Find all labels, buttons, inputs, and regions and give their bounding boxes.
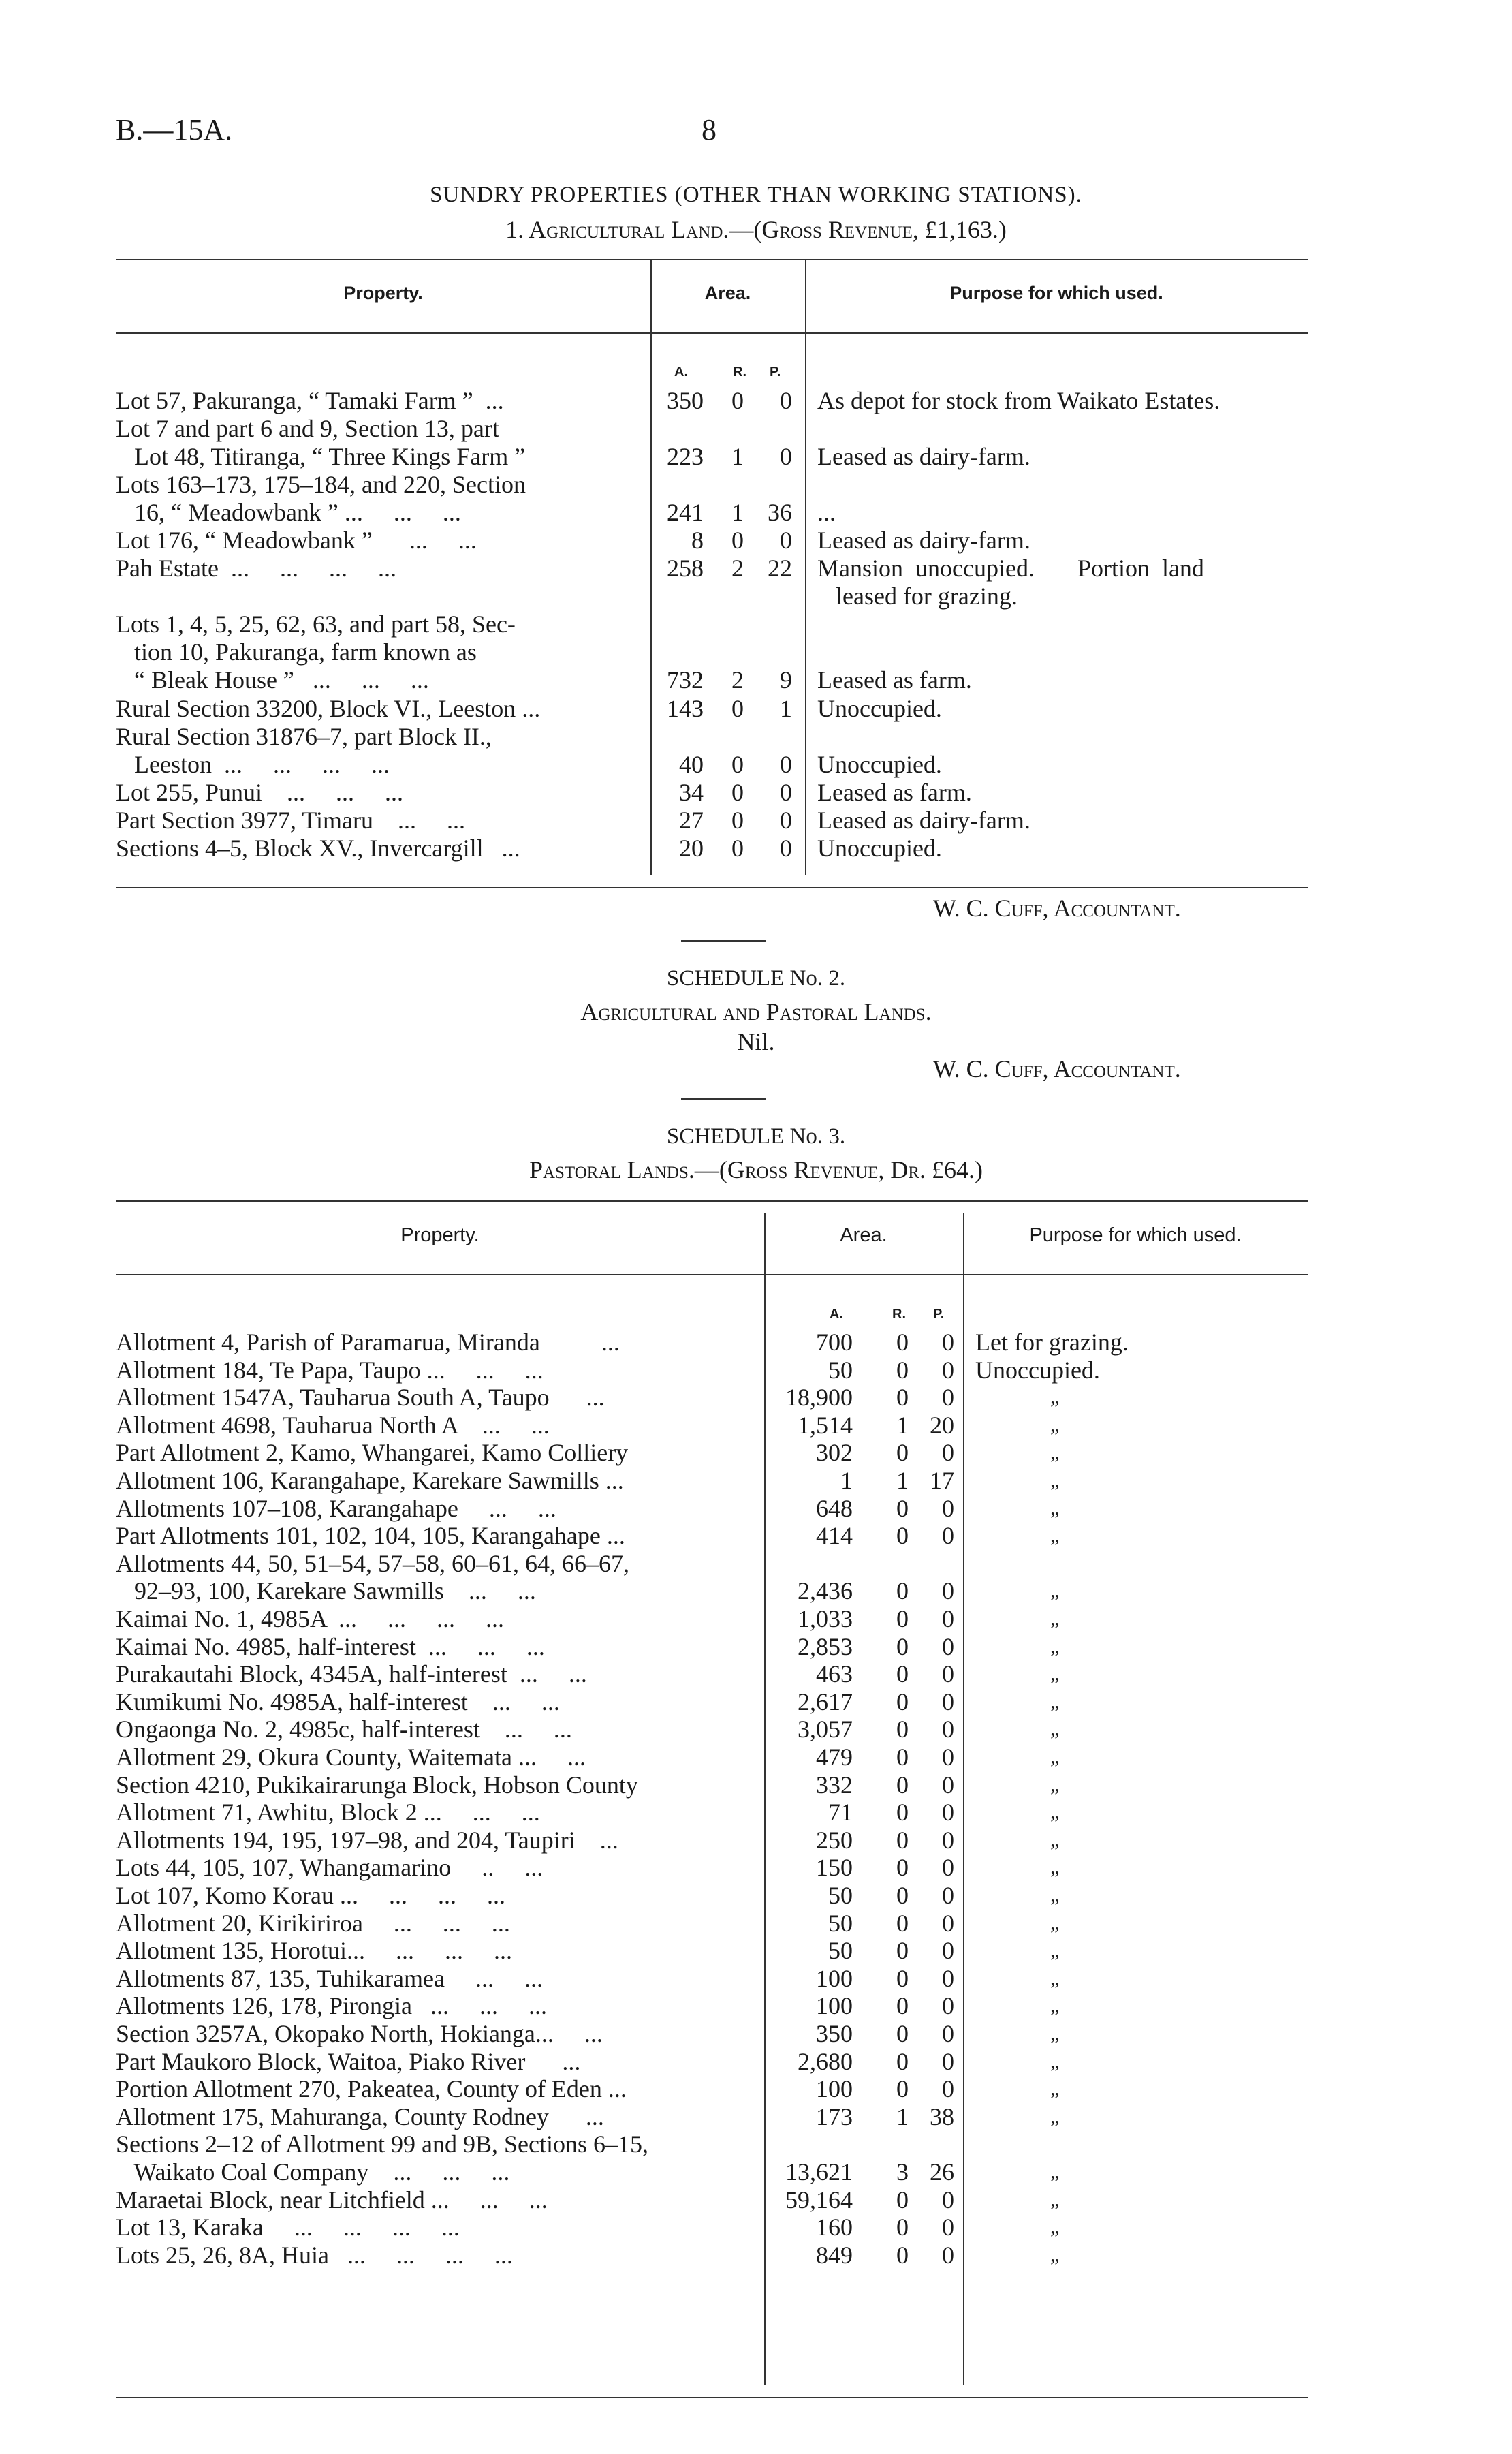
table3-area-acres: 50 <box>828 1937 853 1964</box>
table3-area-acres: 849 <box>816 2241 853 2269</box>
table3-property-line: Allotment 4698, Tauharua North A ... ... <box>116 1412 550 1439</box>
table1-area-acres: 34 <box>679 779 704 806</box>
table3-area-perches: 0 <box>942 2214 954 2241</box>
table3-property-line: Lots 44, 105, 107, Whangamarino .. ... <box>116 1854 544 1881</box>
table3-purpose: „ <box>1050 2105 1060 2128</box>
table3-property-line: Kaimai No. 4985, half-interest ... ... ... <box>116 1633 545 1660</box>
table1-purpose-line: leased for grazing. <box>817 583 1018 610</box>
schedule2-signature: W. C. Cuff, Accountant. <box>933 1055 1181 1083</box>
table3-property-line: Allotments 126, 178, Pirongia ... ... ... <box>116 1992 547 2019</box>
table3-area-perches: 20 <box>930 1412 954 1439</box>
table1-purpose-line: Mansion unoccupied. Portion land <box>817 555 1204 582</box>
table1-area-acres: 143 <box>667 695 704 722</box>
table3-area-roods: 0 <box>896 1356 909 1384</box>
table3-property-line: Allotments 44, 50, 51–54, 57–58, 60–61, 64, 66–67, <box>116 1550 629 1577</box>
table1-unit-perches: P. <box>770 364 781 379</box>
table3-purpose: „ <box>1050 2022 1060 2045</box>
table3-area-roods: 0 <box>896 1495 909 1522</box>
table1-area-perches: 0 <box>780 779 792 806</box>
table1-property-line: Sections 4–5, Block XV., Invercargill ... <box>116 835 520 862</box>
table3-property-line: Allotment 106, Karangahape, Karekare Sawmills ... <box>116 1467 624 1494</box>
table3-area-perches: 0 <box>942 1743 954 1771</box>
table3-area-perches: 0 <box>942 2075 954 2102</box>
table3-purpose: „ <box>1050 2216 1060 2238</box>
table3-purpose: „ <box>1050 1856 1060 1878</box>
table1-purpose-line: Leased as dairy-farm. <box>817 527 1030 554</box>
schedule2-value: Nil. <box>737 1028 775 1055</box>
table1-property-line: Lot 48, Titiranga, “ Three Kings Farm ” <box>116 443 526 470</box>
table1-purpose-line: Leased as dairy-farm. <box>817 443 1030 470</box>
table3-area-roods: 0 <box>896 1854 909 1881</box>
table3-area-acres: 100 <box>816 1965 853 1992</box>
table3-area-acres: 250 <box>816 1827 853 1854</box>
table1-area-perches: 1 <box>780 695 792 722</box>
table3-purpose: „ <box>1050 1579 1060 1602</box>
table3-property-line: Sections 2–12 of Allotment 99 and 9B, Sections 6–15, <box>116 2130 648 2158</box>
table3-area-perches: 0 <box>942 1633 954 1660</box>
table3-purpose: „ <box>1050 1718 1060 1740</box>
table3-col-area: Area. <box>840 1224 887 1246</box>
table3-area-roods: 0 <box>896 1799 909 1826</box>
table3-purpose: „ <box>1050 1912 1060 1934</box>
table3-purpose-divider <box>963 1213 964 2385</box>
table3-area-perches: 0 <box>942 1882 954 1909</box>
table3-area-roods: 1 <box>896 2103 909 2130</box>
table3-property-line: Lot 13, Karaka ... ... ... ... <box>116 2214 460 2241</box>
table1-area-roods: 2 <box>731 666 744 694</box>
table1-area-roods: 0 <box>731 527 744 554</box>
table1-area-perches: 9 <box>780 666 792 694</box>
table3-header-rule <box>116 1274 1308 1275</box>
table3-property-line: Allotment 29, Okura County, Waitemata ... ... <box>116 1743 586 1771</box>
table3-property-line: Ongaonga No. 2, 4985c, half-interest ... ... <box>116 1715 572 1743</box>
table3-area-acres: 414 <box>816 1522 853 1549</box>
table3-purpose: „ <box>1050 1745 1060 1768</box>
table3-property-line: Section 3257A, Okopako North, Hokianga... ... <box>116 2020 603 2047</box>
table1-unit-roods: R. <box>733 364 746 379</box>
table3-area-acres: 71 <box>828 1799 853 1826</box>
table3-area-acres: 479 <box>816 1743 853 1771</box>
table3-purpose: Let for grazing. <box>975 1329 1129 1356</box>
table1-property-line: Part Section 3977, Timaru ... ... <box>116 807 466 834</box>
table1-property-line: Lot 57, Pakuranga, “ Tamaki Farm ” ... <box>116 387 504 414</box>
table3-bottom-rule <box>116 2397 1308 2398</box>
schedule2-title: SCHEDULE No. 2. <box>666 966 846 991</box>
table3-property-line: Part Maukoro Block, Waitoa, Piako River ... <box>116 2048 581 2075</box>
table3-purpose: „ <box>1050 2050 1060 2072</box>
table3-area-perches: 0 <box>942 2048 954 2075</box>
table3-property-line: 92–93, 100, Karekare Sawmills ... ... <box>116 1577 536 1604</box>
table3-property-line: Allotment 1547A, Tauharua South A, Taupo ... <box>116 1384 605 1411</box>
table3-area-acres: 100 <box>816 2075 853 2102</box>
table3-area-acres: 160 <box>816 2214 853 2241</box>
table3-unit-acres: A. <box>830 1307 843 1322</box>
table3-area-perches: 17 <box>930 1467 954 1494</box>
table1-purpose-line: As depot for stock from Waikato Estates. <box>817 387 1220 414</box>
table3-area-perches: 0 <box>942 1715 954 1743</box>
table3-property-line: Part Allotments 101, 102, 104, 105, Karangahape ... <box>116 1522 625 1549</box>
table3-area-roods: 0 <box>896 2048 909 2075</box>
table3-area-roods: 3 <box>896 2158 909 2186</box>
table3-area-roods: 0 <box>896 1605 909 1632</box>
schedule3-title: SCHEDULE No. 3. <box>666 1124 846 1149</box>
table3-purpose: „ <box>1050 1994 1060 2017</box>
table1-area-acres: 258 <box>667 555 704 582</box>
table3-purpose: „ <box>1050 1607 1060 1630</box>
table3-col-purpose: Purpose for which used. <box>1029 1224 1242 1246</box>
table3-area-acres: 302 <box>816 1439 853 1466</box>
table1-property-line: Lot 7 and part 6 and 9, Section 13, part <box>116 415 499 442</box>
table1-property-line: 16, “ Meadowbank ” ... ... ... <box>116 499 461 526</box>
table1-area-acres: 241 <box>667 499 704 526</box>
table1-property-line: Leeston ... ... ... ... <box>116 751 390 778</box>
table3-purpose: „ <box>1050 1662 1060 1685</box>
table1-purpose-line: Unoccupied. <box>817 695 942 722</box>
table3-area-perches: 0 <box>942 1522 954 1549</box>
table3-area-perches: 0 <box>942 1439 954 1466</box>
table3-area-acres: 173 <box>816 2103 853 2130</box>
table1-purpose-line: ... <box>817 499 836 526</box>
table3-area-perches: 0 <box>942 2186 954 2214</box>
table3-area-roods: 0 <box>896 2241 909 2269</box>
table3-purpose: „ <box>1050 1939 1060 1961</box>
table1-area-roods: 2 <box>731 555 744 582</box>
table3-area-perches: 0 <box>942 1384 954 1411</box>
table1-area-acres: 350 <box>667 387 704 414</box>
table3-area-acres: 100 <box>816 1992 853 2019</box>
table1-area-acres: 223 <box>667 443 704 470</box>
table3-property-line: Allotments 107–108, Karangahape ... ... <box>116 1495 556 1522</box>
table3-property-line: Allotment 71, Awhitu, Block 2 ... ... ... <box>116 1799 540 1826</box>
table1-col-purpose: Purpose for which used. <box>949 283 1163 303</box>
table3-area-acres: 13,621 <box>785 2158 853 2186</box>
schedule3-subtitle: Pastoral Lands.—(Gross Revenue, Dr. £64.) <box>529 1156 983 1183</box>
table3-area-roods: 0 <box>896 1965 909 1992</box>
table3-area-acres: 350 <box>816 2020 853 2047</box>
table1-purpose-line: Leased as farm. <box>817 666 972 694</box>
table1-area-roods: 0 <box>731 807 744 834</box>
table1-property-line: Lot 255, Punui ... ... ... <box>116 779 404 806</box>
table3-area-roods: 0 <box>896 1827 909 1854</box>
table1-property-line: “ Bleak House ” ... ... ... <box>116 666 429 694</box>
table3-purpose: „ <box>1050 1829 1060 1851</box>
table3-area-roods: 0 <box>896 2020 909 2047</box>
table3-area-roods: 0 <box>896 1715 909 1743</box>
table1-bottom-rule <box>116 887 1308 888</box>
table3-area-roods: 0 <box>896 1522 909 1549</box>
table1-area-roods: 0 <box>731 695 744 722</box>
table3-area-acres: 2,680 <box>798 2048 853 2075</box>
table3-area-acres: 2,436 <box>798 1577 853 1604</box>
table1-col-area: Area. <box>704 283 751 303</box>
table3-area-perches: 0 <box>942 2020 954 2047</box>
table3-property-line: Waikato Coal Company ... ... ... <box>116 2158 510 2186</box>
table3-area-acres: 150 <box>816 1854 853 1881</box>
table3-area-perches: 0 <box>942 1992 954 2019</box>
table1-area-perches: 36 <box>768 499 792 526</box>
table3-area-roods: 0 <box>896 1743 909 1771</box>
table3-purpose: „ <box>1050 1690 1060 1713</box>
table3-area-acres: 2,853 <box>798 1633 853 1660</box>
table3-purpose: „ <box>1050 2243 1060 2266</box>
table3-area-roods: 1 <box>896 1467 909 1494</box>
table3-area-perches: 0 <box>942 1577 954 1604</box>
table3-area-perches: 0 <box>942 1965 954 1992</box>
table3-property-line: Part Allotment 2, Kamo, Whangarei, Kamo Colliery <box>116 1439 629 1466</box>
table3-purpose: „ <box>1050 2160 1060 2183</box>
table1-unit-acres: A. <box>674 364 688 379</box>
table1-area-roods: 1 <box>731 443 744 470</box>
table1-property-line: Rural Section 33200, Block VI., Leeston ... <box>116 695 541 722</box>
table3-area-roods: 0 <box>896 1439 909 1466</box>
table3-area-roods: 0 <box>896 1329 909 1356</box>
table1-area-perches: 0 <box>780 835 792 862</box>
table3-purpose: „ <box>1050 2188 1060 2211</box>
table3-area-roods: 0 <box>896 1633 909 1660</box>
table3-area-perches: 38 <box>930 2103 954 2130</box>
table1-purpose-line: Unoccupied. <box>817 751 942 778</box>
table1-area-roods: 0 <box>731 387 744 414</box>
table3-property-line: Portion Allotment 270, Pakeatea, County of Eden ... <box>116 2075 627 2102</box>
table3-unit-perches: P. <box>933 1307 945 1322</box>
table1-area-perches: 0 <box>780 807 792 834</box>
table3-purpose: „ <box>1050 1773 1060 1796</box>
divider-rule-2 <box>681 1098 766 1100</box>
divider-rule <box>681 940 766 942</box>
table3-area-perches: 0 <box>942 1329 954 1356</box>
table3-area-roods: 0 <box>896 1660 909 1688</box>
table3-area-roods: 0 <box>896 1992 909 2019</box>
table3-area-acres: 332 <box>816 1771 853 1799</box>
table3-area-acres: 463 <box>816 1660 853 1688</box>
table3-area-roods: 1 <box>896 1412 909 1439</box>
table1-top-rule <box>116 259 1308 260</box>
table3-area-roods: 0 <box>896 2186 909 2214</box>
table3-area-acres: 50 <box>828 1910 853 1937</box>
table1-property-line: Pah Estate ... ... ... ... <box>116 555 396 582</box>
table3-area-acres: 50 <box>828 1882 853 1909</box>
table3-area-perches: 0 <box>942 1605 954 1632</box>
table3-area-roods: 0 <box>896 2075 909 2102</box>
table3-property-line: Allotments 194, 195, 197–98, and 204, Taupiri ... <box>116 1827 618 1854</box>
table3-property-line: Allotments 87, 135, Tuhikaramea ... ... <box>116 1965 543 1992</box>
table1-property-line: tion 10, Pakuranga, farm known as <box>116 638 477 666</box>
table1-area-acres: 27 <box>679 807 704 834</box>
table3-area-acres: 700 <box>816 1329 853 1356</box>
table3-area-perches: 0 <box>942 1827 954 1854</box>
table1-area-acres: 20 <box>679 835 704 862</box>
table1-purpose-line: Leased as dairy-farm. <box>817 807 1030 834</box>
table3-area-acres: 59,164 <box>785 2186 853 2214</box>
page-number: 8 <box>702 113 716 146</box>
table1-property-line: Lot 176, “ Meadowbank ” ... ... <box>116 527 477 554</box>
table3-property-line: Purakautahi Block, 4345A, half-interest ... ... <box>116 1660 587 1688</box>
table3-area-perches: 0 <box>942 1771 954 1799</box>
table3-area-roods: 0 <box>896 1910 909 1937</box>
table3-area-acres: 18,900 <box>785 1384 853 1411</box>
table1-area-acres: 8 <box>691 527 704 554</box>
table3-area-perches: 0 <box>942 1854 954 1881</box>
table1-area-acres: 732 <box>667 666 704 694</box>
table3-area-perches: 0 <box>942 1495 954 1522</box>
table3-property-line: Lots 25, 26, 8A, Huia ... ... ... ... <box>116 2241 513 2269</box>
table1-purpose-line: Leased as farm. <box>817 779 972 806</box>
table3-purpose: „ <box>1050 1441 1060 1463</box>
table3-property-line: Section 4210, Pukikairarunga Block, Hobson County <box>116 1771 638 1799</box>
document-reference: B.—15A. <box>116 113 233 146</box>
table3-area-roods: 0 <box>896 1771 909 1799</box>
table1-purpose-divider <box>805 259 806 875</box>
table3-area-perches: 0 <box>942 1910 954 1937</box>
table3-purpose: „ <box>1050 2077 1060 2100</box>
table3-area-roods: 0 <box>896 1937 909 1964</box>
table3-area-perches: 0 <box>942 1660 954 1688</box>
table1-area-roods: 0 <box>731 751 744 778</box>
table3-area-perches: 0 <box>942 1799 954 1826</box>
table3-purpose: „ <box>1050 1884 1060 1906</box>
table3-area-roods: 0 <box>896 1384 909 1411</box>
table3-property-line: Lot 107, Komo Korau ... ... ... ... <box>116 1882 505 1909</box>
table1-area-acres: 40 <box>679 751 704 778</box>
table3-area-acres: 648 <box>816 1495 853 1522</box>
table1-area-perches: 22 <box>768 555 792 582</box>
table3-purpose: Unoccupied. <box>975 1356 1100 1384</box>
table3-area-acres: 1 <box>840 1467 853 1494</box>
table3-col-property: Property. <box>400 1224 479 1246</box>
schedule2-subtitle: Agricultural and Pastoral Lands. <box>580 998 932 1025</box>
table3-purpose: „ <box>1050 1497 1060 1519</box>
table1-area-perches: 0 <box>780 387 792 414</box>
table3-area-perches: 0 <box>942 1937 954 1964</box>
table3-property-line: Allotment 135, Horotui... ... ... ... <box>116 1937 512 1964</box>
table3-area-roods: 0 <box>896 1688 909 1715</box>
table3-area-acres: 50 <box>828 1356 853 1384</box>
table1-area-perches: 0 <box>780 443 792 470</box>
table1-area-roods: 0 <box>731 779 744 806</box>
table3-area-acres: 1,514 <box>798 1412 853 1439</box>
table3-area-acres: 1,033 <box>798 1605 853 1632</box>
section1-signature: W. C. Cuff, Accountant. <box>933 895 1181 922</box>
table3-purpose: „ <box>1050 1635 1060 1658</box>
table3-property-line: Allotment 175, Mahuranga, County Rodney ... <box>116 2103 604 2130</box>
table1-purpose-line: Unoccupied. <box>817 835 942 862</box>
table3-top-rule <box>116 1200 1308 1202</box>
table3-area-acres: 2,617 <box>798 1688 853 1715</box>
table3-purpose: „ <box>1050 1386 1060 1408</box>
table3-area-roods: 0 <box>896 1577 909 1604</box>
table3-purpose: „ <box>1050 1524 1060 1547</box>
table3-property-line: Kumikumi No. 4985A, half-interest ... ... <box>116 1688 560 1715</box>
table3-purpose: „ <box>1050 1469 1060 1491</box>
section-subtitle: 1. Agricultural Land.—(Gross Revenue, £1,163.) <box>505 216 1007 243</box>
table3-property-line: Allotment 20, Kirikiriroa ... ... ... <box>116 1910 510 1937</box>
section-title: SUNDRY PROPERTIES (OTHER THAN WORKING STATIONS). <box>430 183 1082 207</box>
table1-area-perches: 0 <box>780 527 792 554</box>
table3-area-perches: 0 <box>942 2241 954 2269</box>
table3-purpose: „ <box>1050 1801 1060 1823</box>
table1-area-perches: 0 <box>780 751 792 778</box>
table1-col-property: Property. <box>343 283 423 303</box>
table3-purpose: „ <box>1050 1967 1060 1989</box>
table3-property-line: Kaimai No. 1, 4985A ... ... ... ... <box>116 1605 504 1632</box>
table3-area-perches: 0 <box>942 1688 954 1715</box>
table3-area-perches: 26 <box>930 2158 954 2186</box>
table3-area-perches: 0 <box>942 1356 954 1384</box>
table1-area-roods: 0 <box>731 835 744 862</box>
table3-area-acres: 3,057 <box>798 1715 853 1743</box>
table3-property-line: Maraetai Block, near Litchfield ... ... ... <box>116 2186 548 2214</box>
table1-property-line: Lots 163–173, 175–184, and 220, Section <box>116 471 526 498</box>
table1-area-roods: 1 <box>731 499 744 526</box>
table3-area-roods: 0 <box>896 1882 909 1909</box>
table3-unit-roods: R. <box>892 1307 906 1322</box>
table1-property-line: Lots 1, 4, 5, 25, 62, 63, and part 58, Sec- <box>116 610 516 638</box>
table3-area-roods: 0 <box>896 2214 909 2241</box>
table3-property-line: Allotment 4, Parish of Paramarua, Miranda ... <box>116 1329 620 1356</box>
table1-property-line: Rural Section 31876–7, part Block II., <box>116 723 492 750</box>
table3-property-line: Allotment 184, Te Papa, Taupo ... ... ... <box>116 1356 544 1384</box>
table1-header-rule <box>116 332 1308 334</box>
table3-purpose: „ <box>1050 1414 1060 1436</box>
